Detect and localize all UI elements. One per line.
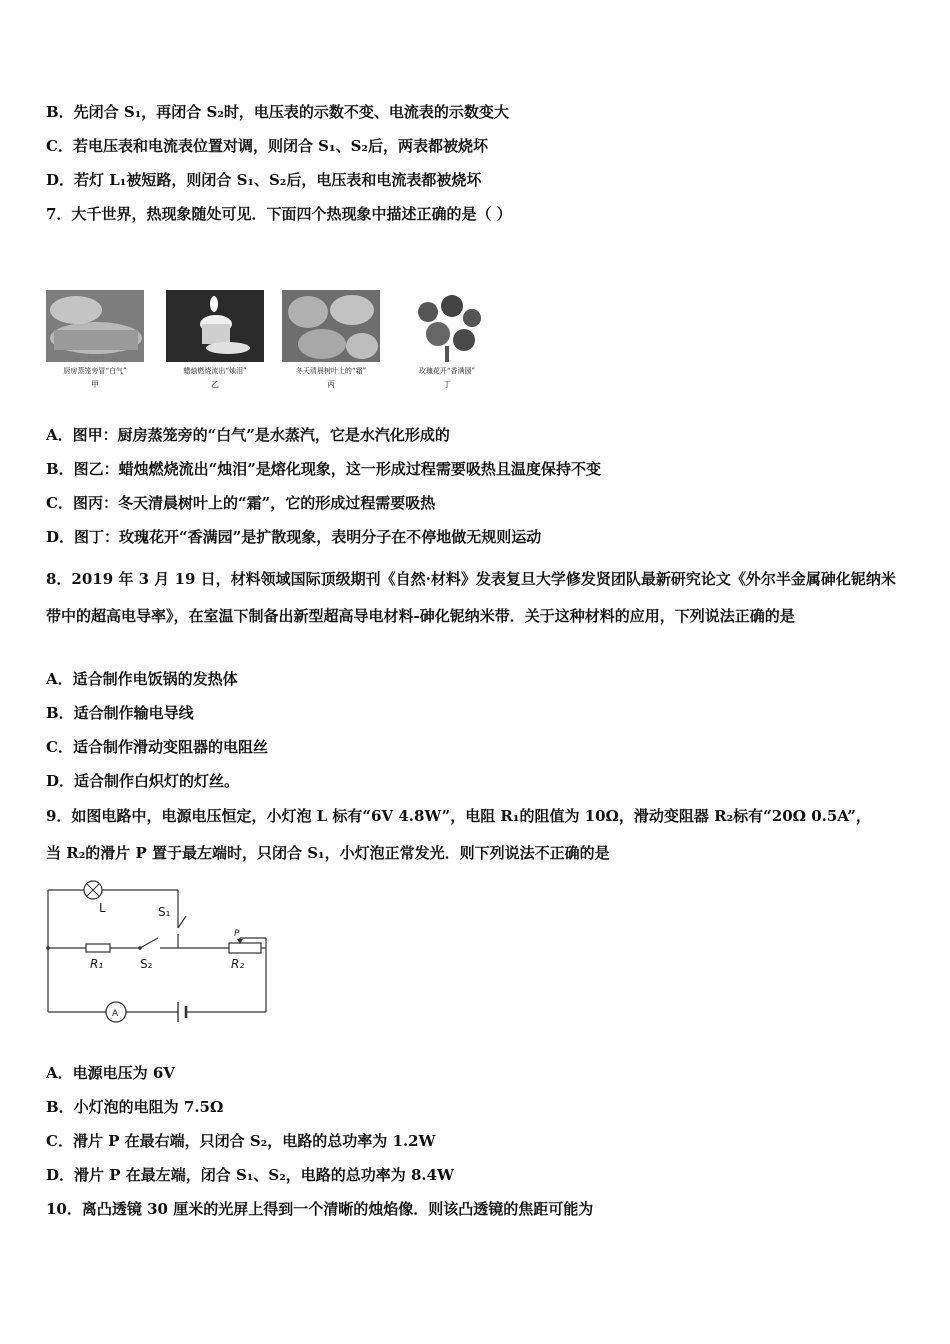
caption: 冬天清晨树叶上的“霜” <box>295 367 367 375</box>
q6-option-b: B．先闭合 S₁，再闭合 S₂时，电压表的示数不变、电流表的示数变大 <box>46 103 509 121</box>
q8-option-c: C．适合制作滑动变阻器的电阻丝 <box>46 738 268 756</box>
q9-option-d: D．滑片 P 在最左端，闭合 S₁、S₂，电路的总功率为 8.4W <box>46 1166 454 1184</box>
label-p: P <box>234 929 240 939</box>
rheostat-r2-icon <box>229 943 261 953</box>
steamer-image <box>46 290 144 362</box>
photo-label: 甲 <box>91 380 99 389</box>
rose-image <box>398 290 496 362</box>
q8-option-b: B．适合制作输电导线 <box>46 704 194 722</box>
caption: 蜡烛燃烧流出“烛泪” <box>183 367 247 375</box>
q6-option-d: D．若灯 L₁被短路，则闭合 S₁、S₂后，电压表和电流表都被烧坏 <box>46 171 482 189</box>
q7-option-b: B．图乙：蜡烛燃烧流出“烛泪”是熔化现象，这一形成过程需要吸热且温度保持不变 <box>46 460 601 478</box>
label-r2: R₂ <box>231 957 245 971</box>
photo-steamer <box>46 288 144 396</box>
label-ammeter: A <box>112 1009 119 1019</box>
label-s1: S₁ <box>158 905 171 919</box>
q8-option-a: A．适合制作电饭锅的发热体 <box>46 670 238 688</box>
lamp-icon <box>84 881 102 899</box>
circuit-diagram <box>44 876 276 1026</box>
label-r1: R₁ <box>90 957 104 971</box>
q7-option-c: C．图丙：冬天清晨树叶上的“霜”，它的形成过程需要吸热 <box>46 494 436 512</box>
switch-node <box>138 946 142 950</box>
q9-stem-line1: 9．如图电路中，电源电压恒定，小灯泡 L 标有“6V 4.8W”，电阻 R₁的阻值为 10Ω，滑动变阻器 R₂标有“20Ω 0.5A”， <box>46 807 871 825</box>
photo-rose <box>398 288 496 396</box>
q7-photo-row <box>46 288 506 398</box>
frost-leaves-image <box>282 290 380 362</box>
battery-icon <box>178 1002 186 1022</box>
q8-stem: 8．2019 年 3 月 19 日，材料领域国际顶级期刊《自然·材料》发表复旦大学修发贤团队最新研究论文《外尔半金属砷化铌纳米带中的超高电导率》，在室温下制备出新型超高导电材料-砷化铌纳米带．关于这种材料的应用，下列说法正确的是 <box>46 570 896 625</box>
photo-candle <box>166 288 264 396</box>
q8-option-d: D．适合制作白炽灯的灯丝。 <box>46 772 240 790</box>
q7-option-d: D．图丁：玫瑰花开“香满园”是扩散现象，表明分子在不停地做无规则运动 <box>46 528 542 546</box>
q9-option-a: A．电源电压为 6V <box>46 1064 175 1082</box>
photo-label: 丙 <box>327 380 335 389</box>
q9-stem-line2: 当 R₂的滑片 P 置于最左端时，只闭合 S₁，小灯泡正常发光．则下列说法不正确的是 <box>46 844 610 862</box>
q6-option-c: C．若电压表和电流表位置对调，则闭合 S₁、S₂后，两表都被烧坏 <box>46 137 488 155</box>
caption: 厨房蒸笼旁冒“白气” <box>63 367 127 375</box>
q9-option-c: C．滑片 P 在最右端，只闭合 S₂，电路的总功率为 1.2W <box>46 1132 436 1150</box>
photo-label: 丁 <box>443 380 451 389</box>
q7-option-a: A．图甲：厨房蒸笼旁的“白气”是水蒸汽，它是水汽化形成的 <box>46 426 450 444</box>
q10-stem: 10．离凸透镜 30 厘米的光屏上得到一个清晰的烛焰像．则该凸透镜的焦距可能为 <box>46 1200 594 1218</box>
q7-stem: 7．大千世界，热现象随处可见．下面四个热现象中描述正确的是（ ） <box>46 205 512 223</box>
photo-frost <box>282 288 380 396</box>
candle-image <box>166 290 264 362</box>
caption: 玫瑰花开“香满园” <box>418 367 476 375</box>
resistor-r1-icon <box>86 944 110 952</box>
label-s2: S₂ <box>140 957 153 971</box>
junction-left <box>46 946 50 950</box>
q9-option-b: B．小灯泡的电阻为 7.5Ω <box>46 1098 224 1116</box>
label-lamp: L <box>99 901 106 915</box>
photo-label: 乙 <box>211 380 219 389</box>
